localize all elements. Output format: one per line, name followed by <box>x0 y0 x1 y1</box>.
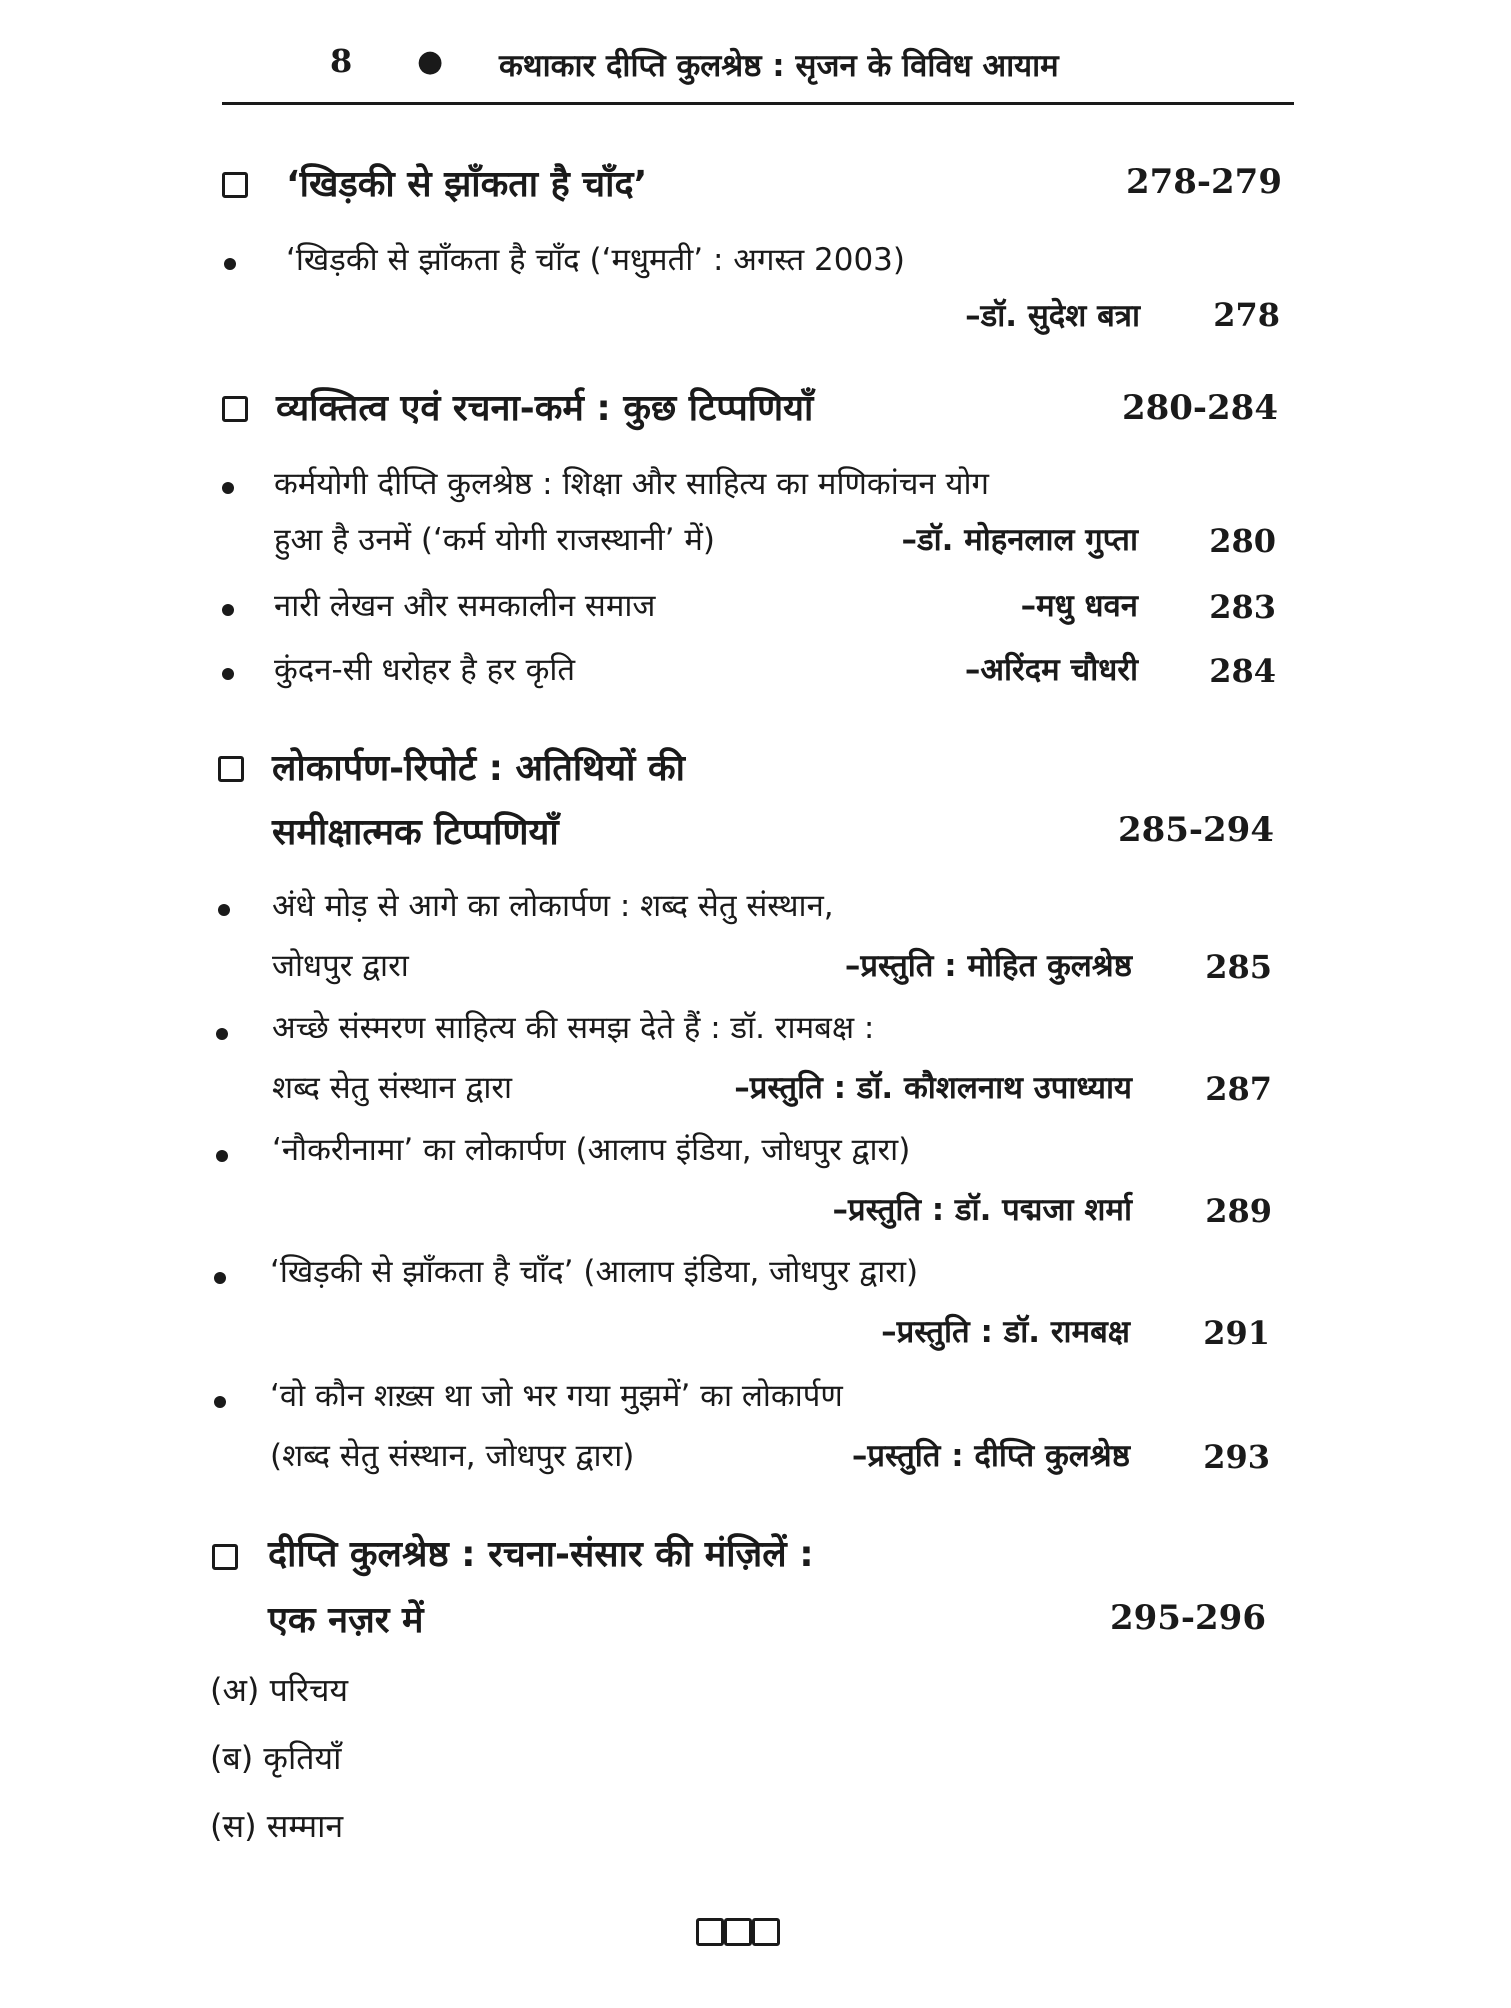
entry-page: 291 <box>1203 1314 1270 1352</box>
section-checkbox-icon <box>218 756 244 782</box>
section-pages: 285-294 <box>1117 810 1274 850</box>
footer-box-icon <box>696 1918 724 1946</box>
entry-text: ‘वो कौन शख़्स था जो भर गया मुझमें’ का लोकार्पण <box>270 1378 843 1414</box>
entry-text: अच्छे संस्मरण साहित्य की समझ देते हैं : डॉ. रामबक्ष : <box>272 1010 875 1046</box>
subitem-parichay: (अ) परिचय <box>210 1671 349 1709</box>
entry-author: –प्रस्तुति : डॉ. पद्मजा शर्मा <box>832 1192 1132 1228</box>
entry-page: 287 <box>1205 1070 1272 1108</box>
entry-text: नारी लेखन और समकालीन समाज <box>274 588 656 624</box>
entry-text: ‘खिड़की से झाँकता है चाँद’ (आलाप इंडिया, जोधपुर द्वारा) <box>270 1254 919 1290</box>
entry-page: 278 <box>1213 296 1280 334</box>
entry-author: –डॉ. सुदेश बत्रा <box>965 298 1140 334</box>
entry-author: –प्रस्तुति : दीप्ति कुलश्रेष्ठ <box>851 1438 1130 1474</box>
running-header <box>222 42 1294 92</box>
entry-text-line2: हुआ है उनमें (‘कर्म योगी राजस्थानी’ में) <box>274 522 715 558</box>
entry-text: ‘खिड़की से झाँकता है चाँद (‘मधुमती’ : अगस्त 2003) <box>286 242 905 278</box>
entry-author: –अरिंदम चौधरी <box>964 652 1138 688</box>
section-checkbox-icon <box>212 1544 238 1570</box>
entry-page: 285 <box>1205 948 1272 986</box>
entry-text: कर्मयोगी दीप्ति कुलश्रेष्ठ : शिक्षा और साहित्य का मणिकांचन योग <box>274 466 989 502</box>
section-checkbox-icon <box>222 396 248 422</box>
entry-text: कुंदन-सी धरोहर है हर कृति <box>274 652 576 688</box>
entry-text-line2: जोधपुर द्वारा <box>272 948 409 984</box>
bullet-icon <box>222 604 234 616</box>
entry-author: –प्रस्तुति : डॉ. कौशलनाथ उपाध्याय <box>734 1070 1132 1106</box>
entry-page: 293 <box>1203 1438 1270 1476</box>
section-pages: 295-296 <box>1109 1598 1266 1638</box>
entry-page: 280 <box>1209 522 1276 560</box>
entry-text-line2: (शब्द सेतु संस्थान, जोधपुर द्वारा) <box>270 1438 635 1474</box>
section-title-line2: समीक्षात्मक टिप्पणियाँ <box>272 812 559 853</box>
entry-page: 289 <box>1205 1192 1272 1230</box>
bullet-icon <box>218 904 230 916</box>
bullet-icon <box>216 1028 228 1040</box>
footer-box-icon <box>752 1918 780 1946</box>
subitem-kritiyan: (ब) कृतियाँ <box>210 1739 342 1777</box>
section-pages: 280-284 <box>1121 388 1278 428</box>
entry-author: –मधु धवन <box>1020 588 1138 624</box>
entry-author: –प्रस्तुति : डॉ. रामबक्ष <box>881 1314 1130 1350</box>
entry-text: अंधे मोड़ से आगे का लोकार्पण : शब्द सेतु संस्थान, <box>272 888 834 924</box>
header-rule <box>222 102 1294 105</box>
entry-page: 284 <box>1209 652 1276 690</box>
footer-box-icon <box>724 1918 752 1946</box>
section-title-line2: एक नज़र में <box>268 1600 424 1641</box>
section-title: ‘खिड़की से झाँकता है चाँद’ <box>286 164 648 205</box>
entry-author: –डॉ. मोहनलाल गुप्ता <box>901 522 1138 558</box>
entry-text-line2: शब्द सेतु संस्थान द्वारा <box>272 1070 513 1106</box>
header-bullet: ● <box>417 44 444 79</box>
subitem-samman: (स) सम्मान <box>210 1807 344 1845</box>
bullet-icon <box>216 1150 228 1162</box>
section-title: व्यक्तित्व एवं रचना-कर्म : कुछ टिप्पणियाँ <box>276 388 814 429</box>
entry-page: 283 <box>1209 588 1276 626</box>
entry-text: ‘नौकरीनामा’ का लोकार्पण (आलाप इंडिया, जोधपुर द्वारा) <box>272 1132 911 1168</box>
header-page-number: 8 <box>330 42 353 80</box>
entry-author: –प्रस्तुति : मोहित कुलश्रेष्ठ <box>844 948 1132 984</box>
section-title: दीप्ति कुलश्रेष्ठ : रचना-संसार की मंज़िलें : <box>268 1534 814 1575</box>
section-title: लोकार्पण-रिपोर्ट : अतिथियों की <box>272 748 685 789</box>
section-pages: 278-279 <box>1125 162 1282 202</box>
bullet-icon <box>224 258 236 270</box>
bullet-icon <box>222 668 234 680</box>
section-checkbox-icon <box>222 172 248 198</box>
bullet-icon <box>222 482 234 494</box>
bullet-icon <box>214 1396 226 1408</box>
header-title: कथाकार दीप्ति कुलश्रेष्ठ : सृजन के विविध आयाम <box>499 48 1059 84</box>
bullet-icon <box>214 1272 226 1284</box>
